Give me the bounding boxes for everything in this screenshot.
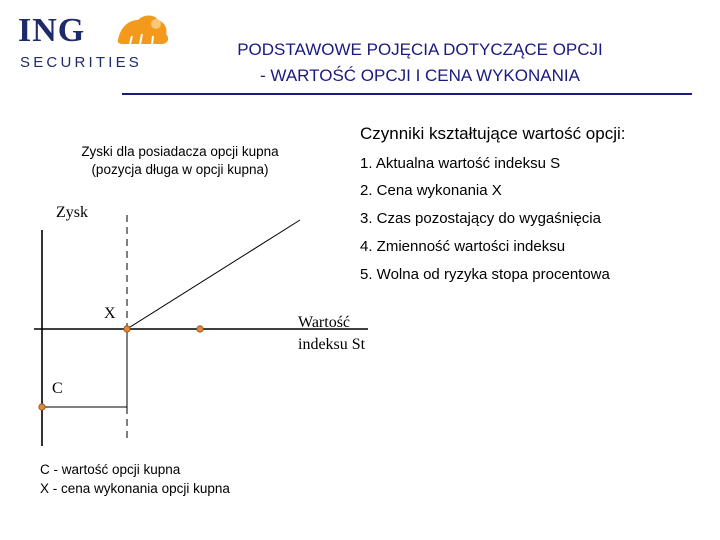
diagram-caption-line2: (pozycja długa w opcji kupna) [91,162,269,177]
legend-c: C - wartość opcji kupna [40,462,181,477]
page-title-line2: - WARTOŚĆ OPCJI I CENA WYKONANIA [260,66,580,85]
x-axis-label-line1: Wartość [298,314,351,331]
diagram-caption-line1: Zyski dla posiadacza opcji kupna [81,144,279,159]
page-title-line1: PODSTAWOWE POJĘCIA DOTYCZĄCE OPCJI [237,40,603,59]
factor-item: 3. Czas pozostający do wygaśnięcia [360,210,601,227]
point-breakeven [197,326,203,332]
strike-label: X [104,305,116,322]
factor-item: 4. Zmienność wartości indeksu [360,238,566,255]
factor-item: 1. Aktualna wartość indeksu S [360,155,561,172]
point-strike [124,326,130,332]
premium-label: C [52,380,63,397]
factors-title: Czynniki kształtujące wartość opcji: [360,124,626,143]
payoff-line [42,220,300,407]
factor-item: 5. Wolna od ryzyka stopa procentowa [360,266,610,283]
logo-subtitle: SECURITIES [20,54,143,71]
logo-wordmark: ING [18,12,86,49]
x-axis-label-line2: indeksu St [298,336,366,353]
factor-item: 2. Cena wykonania X [360,182,502,199]
legend-x: X - cena wykonania opcji kupna [40,481,230,496]
point-premium [39,404,45,410]
y-axis-label: Zysk [56,204,88,221]
